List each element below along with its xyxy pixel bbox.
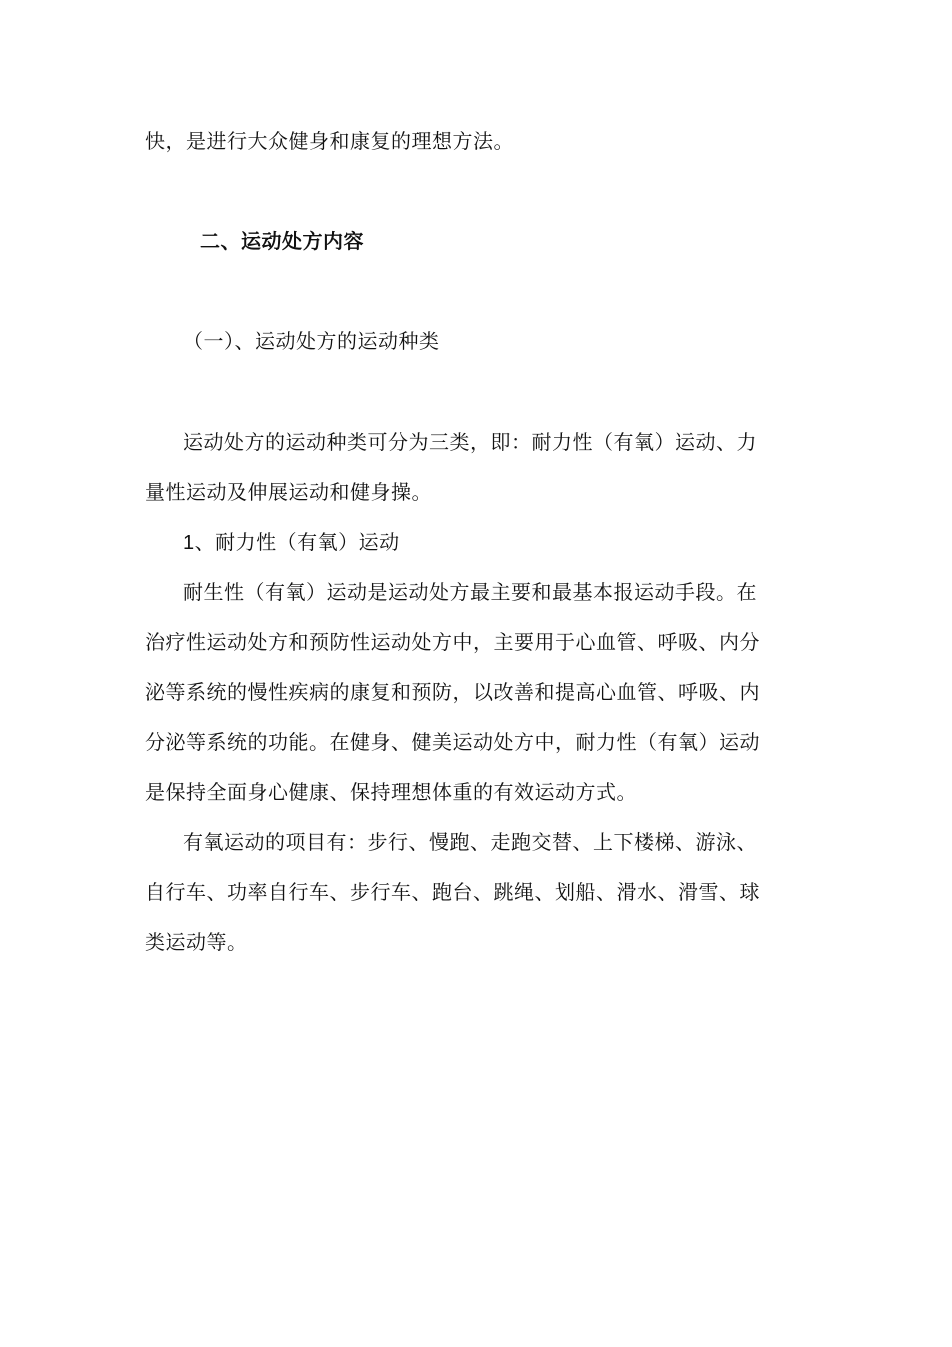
section-heading: 二、运动处方内容: [200, 229, 364, 253]
subsection-heading: （一）、运动处方的运动种类: [183, 329, 440, 353]
intro-line: 快，是进行大众健身和康复的理想方法。: [145, 129, 514, 153]
paragraph-line: 量性运动及伸展运动和健身操。: [145, 480, 432, 504]
paragraph-line: 自行车、功率自行车、步行车、跑台、跳绳、划船、滑水、滑雪、球: [145, 880, 760, 904]
list-item-heading: [183, 529, 873, 556]
paragraph-line: 运动处方的运动种类可分为三类，即：耐力性（有氧）运动、力: [183, 430, 757, 454]
paragraph-line: 有氧运动的项目有：步行、慢跑、走跑交替、上下楼梯、游泳、: [183, 830, 757, 854]
paragraph-line: 泌等系统的慢性疾病的康复和预防，以改善和提高心血管、呼吸、内: [145, 680, 760, 704]
list-item-number: 1: [183, 532, 195, 554]
paragraph-line: 分泌等系统的功能。在健身、健美运动处方中，耐力性（有氧）运动: [145, 730, 760, 754]
list-item-title: 、耐力性（有氧）运动: [194, 530, 400, 554]
paragraph-line: 是保持全面身心健康、保持理想体重的有效运动方式。: [145, 780, 637, 804]
paragraph-line: 耐生性（有氧）运动是运动处方最主要和最基本报运动手段。在: [183, 580, 757, 604]
paragraph-line: 治疗性运动处方和预防性运动处方中，主要用于心血管、呼吸、内分: [145, 630, 760, 654]
paragraph-line: 类运动等。: [145, 930, 248, 954]
